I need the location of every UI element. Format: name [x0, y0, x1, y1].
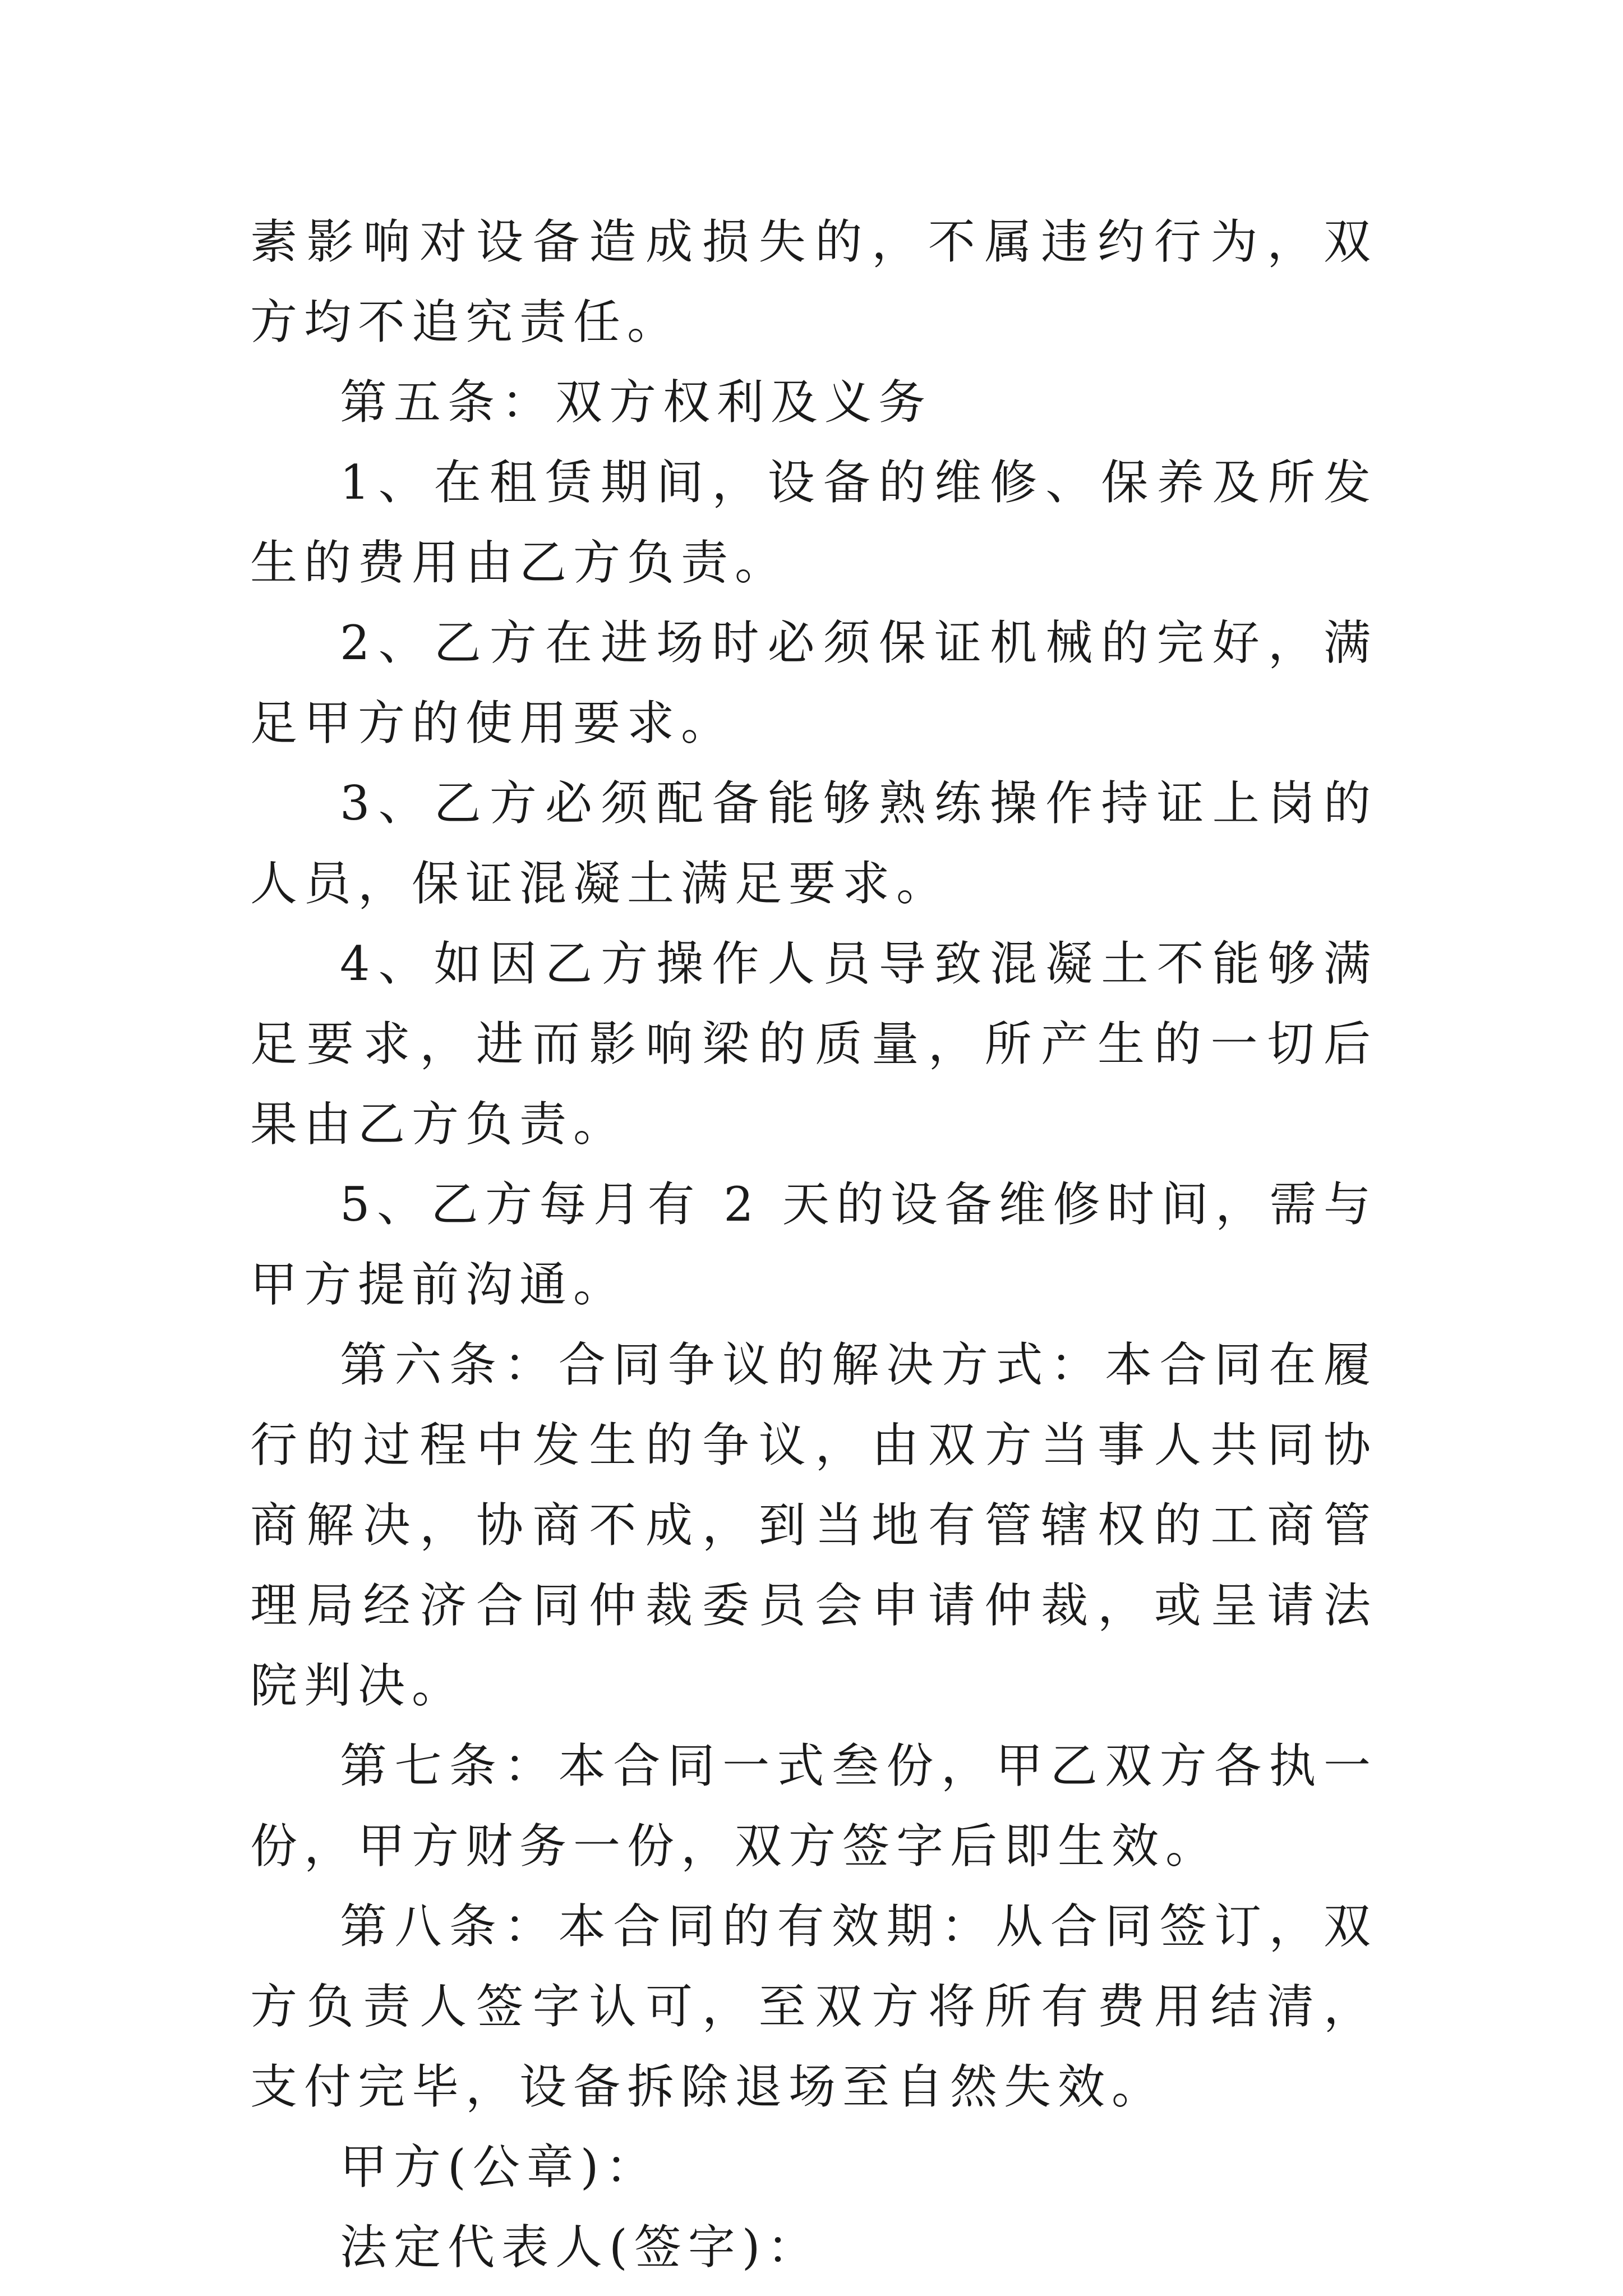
article-7-copies: 第七条：本合同一式叁份，甲乙双方各执一份，甲方财务一份，双方签字后即生效。	[250, 1738, 1377, 1874]
party-a-seal-line: 甲方(公章)：	[340, 2139, 660, 2194]
article-5-item-2: 2、乙方在进场时必须保证机械的完好，满足甲方的使用要求。	[250, 615, 1377, 751]
legal-representative-signature-line: 法定代表人(签字)：	[340, 2220, 821, 2275]
paragraph-liability-continuation: 素影响对设备造成损失的，不属违约行为，双方均不追究责任。	[250, 214, 1377, 349]
contract-body	[250, 202, 1377, 2288]
article-8-validity: 第八条：本合同的有效期：从合同签订，双方负责人签字认可，至双方将所有费用结清，支付完毕，设备拆除退场至自然失效。	[250, 1899, 1377, 2114]
article-5-item-4: 4、如因乙方操作人员导致混凝土不能够满足要求，进而影响梁的质量，所产生的一切后果由乙方负责。	[250, 936, 1377, 1152]
article-5-item-3: 3、乙方必须配备能够熟练操作持证上岗的人员，保证混凝土满足要求。	[250, 776, 1377, 911]
article-5-heading: 第五条：双方权利及义务	[340, 375, 933, 430]
article-6-dispute-resolution: 第六条：合同争议的解决方式：本合同在履行的过程中发生的争议，由双方当事人共同协商解决，协商不成，到当地有管辖权的工商管理局经济合同仲裁委员会申请仲裁，或呈请法院判决。	[250, 1337, 1377, 1713]
article-5-item-5: 5、乙方每月有 2 天的设备维修时间，需与甲方提前沟通。	[250, 1177, 1377, 1312]
article-5-item-1: 1、在租赁期间，设备的维修、保养及所发生的费用由乙方负责。	[250, 455, 1377, 590]
